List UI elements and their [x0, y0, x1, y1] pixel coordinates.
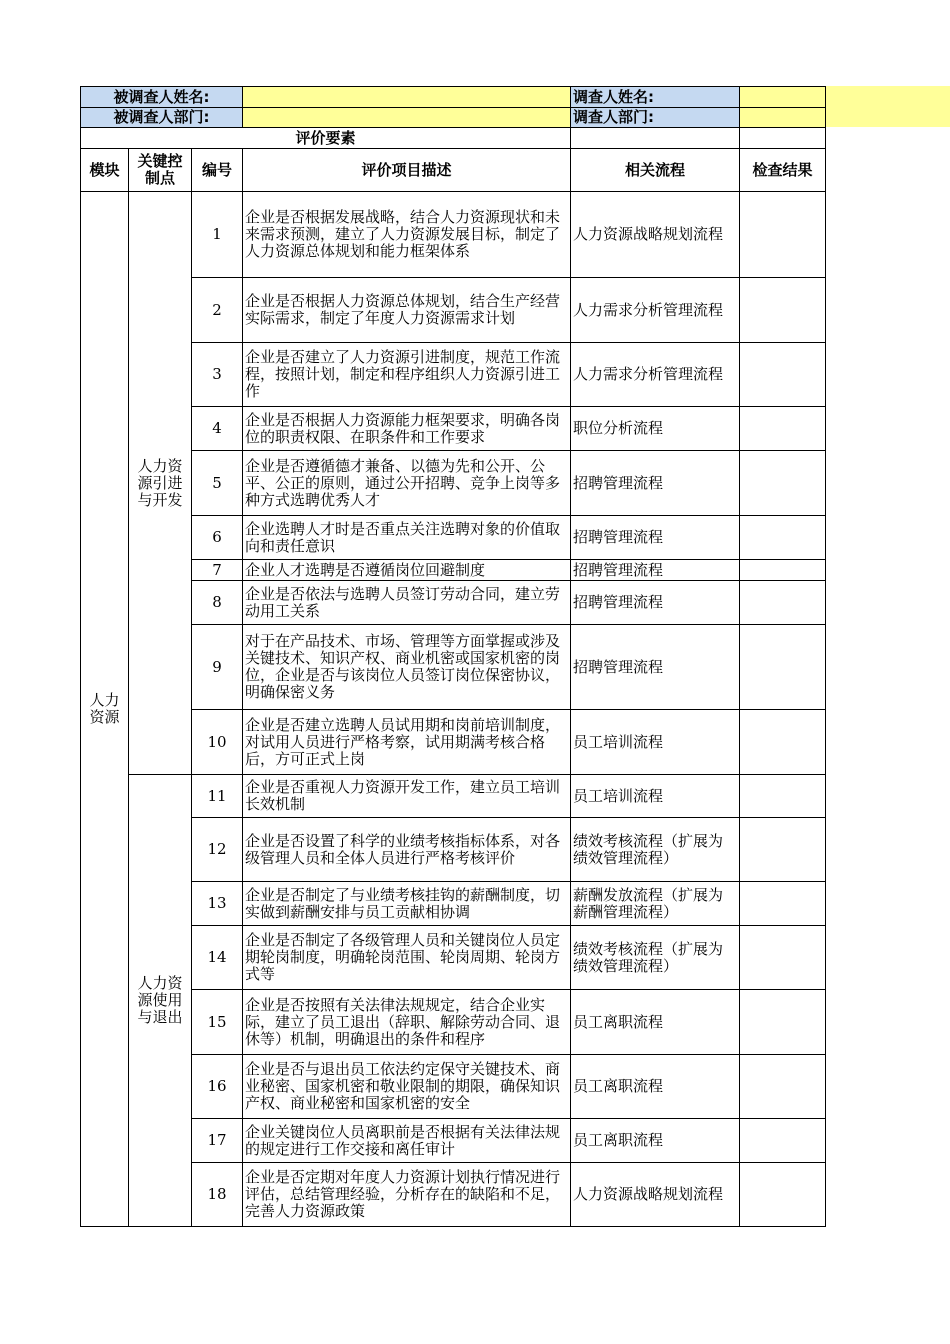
table-row — [81, 710, 826, 775]
table-row — [81, 192, 826, 278]
row-result-input[interactable] — [740, 775, 826, 818]
row-result-input[interactable] — [740, 818, 826, 882]
row-number: 6 — [192, 516, 243, 560]
col-header-result: 检查结果 — [740, 149, 826, 192]
empty-cell — [740, 128, 826, 149]
row-number: 10 — [192, 710, 243, 775]
row-description: 企业人才选聘是否遵循岗位回避制度 — [243, 560, 571, 581]
investigator-name-overflow-fill — [825, 86, 950, 127]
table-row — [81, 818, 826, 882]
key-control-cell: 人力资源引进与开发 — [129, 192, 192, 775]
row-number: 1 — [192, 192, 243, 278]
row-result-input[interactable] — [740, 278, 826, 343]
row-number: 4 — [192, 407, 243, 451]
table-row — [81, 343, 826, 407]
row-number: 15 — [192, 990, 243, 1055]
module-cell: 人力资源 — [81, 192, 129, 1227]
row-description: 企业是否制定了各级管理人员和关键岗位人员定期轮岗制度，明确轮岗范围、轮岗周期、轮岗方式等 — [243, 926, 571, 990]
row-description: 企业是否按照有关法律法规规定，结合企业实际，建立了员工退出（辞职、解除劳动合同、退休等）机制，明确退出的条件和程序 — [243, 990, 571, 1055]
row-description: 企业是否制定了与业绩考核挂钩的薪酬制度，切实做到薪酬安排与员工贡献相协调 — [243, 882, 571, 926]
row-description: 企业选聘人才时是否重点关注选聘对象的价值取向和责任意识 — [243, 516, 571, 560]
row-description: 企业是否重视人力资源开发工作，建立员工培训长效机制 — [243, 775, 571, 818]
row-description: 企业是否建立选聘人员试用期和岗前培训制度，对试用人员进行严格考察，试用期满考核合格后，方可正式上岗 — [243, 710, 571, 775]
evaluation-elements-title: 评价要素 — [81, 128, 571, 149]
row-result-input[interactable] — [740, 926, 826, 990]
table-row — [81, 278, 826, 343]
table-row — [81, 560, 826, 581]
table-row — [81, 407, 826, 451]
table-row — [81, 990, 826, 1055]
row-process: 人力需求分析管理流程 — [571, 343, 740, 407]
table-row — [81, 581, 826, 625]
row-process: 招聘管理流程 — [571, 560, 740, 581]
row-process: 绩效考核流程（扩展为绩效管理流程） — [571, 926, 740, 990]
table-row — [81, 1119, 826, 1163]
col-header-process: 相关流程 — [571, 149, 740, 192]
row-process: 薪酬发放流程（扩展为薪酬管理流程） — [571, 882, 740, 926]
col-header-key-control: 关键控制点 — [129, 149, 192, 192]
row-number: 8 — [192, 581, 243, 625]
row-process: 员工离职流程 — [571, 1119, 740, 1163]
row-process: 招聘管理流程 — [571, 581, 740, 625]
row-description: 企业是否根据发展战略，结合人力资源现状和未来需求预测，建立了人力资源发展目标，制定了人力资源总体规划和能力框架体系 — [243, 192, 571, 278]
row-process: 员工培训流程 — [571, 775, 740, 818]
row-result-input[interactable] — [740, 192, 826, 278]
row-description: 企业是否遵循德才兼备、以德为先和公开、公平、公正的原则，通过公开招聘、竞争上岗等多种方式选聘优秀人才 — [243, 451, 571, 516]
investigator-name-label: 调查人姓名: — [571, 87, 740, 108]
table-row — [81, 926, 826, 990]
table-row — [81, 1055, 826, 1119]
row-result-input[interactable] — [740, 407, 826, 451]
row-number: 14 — [192, 926, 243, 990]
investigator-dept-input[interactable] — [740, 108, 826, 128]
row-process: 人力资源战略规划流程 — [571, 1163, 740, 1227]
evaluation-sheet — [80, 86, 826, 1227]
row-number: 13 — [192, 882, 243, 926]
row-process: 员工离职流程 — [571, 1055, 740, 1119]
row-result-input[interactable] — [740, 990, 826, 1055]
respondent-name-label: 被调查人姓名: — [81, 87, 243, 108]
col-header-number: 编号 — [192, 149, 243, 192]
investigator-dept-label: 调查人部门: — [571, 108, 740, 128]
row-number: 18 — [192, 1163, 243, 1227]
table-row — [81, 1163, 826, 1227]
row-process: 职位分析流程 — [571, 407, 740, 451]
row-process: 人力需求分析管理流程 — [571, 278, 740, 343]
row-result-input[interactable] — [740, 1163, 826, 1227]
row-process: 招聘管理流程 — [571, 451, 740, 516]
row-description: 企业是否建立了人力资源引进制度，规范工作流程，按照计划，制定和程序组织人力资源引进工作 — [243, 343, 571, 407]
row-result-input[interactable] — [740, 516, 826, 560]
row-result-input[interactable] — [740, 710, 826, 775]
row-number: 12 — [192, 818, 243, 882]
row-number: 5 — [192, 451, 243, 516]
respondent-dept-input[interactable] — [243, 108, 571, 128]
respondent-name-input[interactable] — [243, 87, 571, 108]
row-description: 企业是否设置了科学的业绩考核指标体系，对各级管理人员和全体人员进行严格考核评价 — [243, 818, 571, 882]
row-result-input[interactable] — [740, 581, 826, 625]
col-header-description: 评价项目描述 — [243, 149, 571, 192]
investigator-name-input[interactable] — [740, 87, 826, 108]
table-row — [81, 451, 826, 516]
row-process: 绩效考核流程（扩展为绩效管理流程） — [571, 818, 740, 882]
row-description: 企业是否与退出员工依法约定保守关键技术、商业秘密、国家机密和敬业限制的期限，确保知识产权、商业秘密和国家机密的安全 — [243, 1055, 571, 1119]
col-header-module: 模块 — [81, 149, 129, 192]
row-number: 16 — [192, 1055, 243, 1119]
table-row — [81, 882, 826, 926]
row-description: 企业是否根据人力资源能力框架要求，明确各岗位的职责权限、在职条件和工作要求 — [243, 407, 571, 451]
table-row — [81, 775, 826, 818]
row-number: 2 — [192, 278, 243, 343]
row-number: 3 — [192, 343, 243, 407]
row-process: 人力资源战略规划流程 — [571, 192, 740, 278]
row-number: 17 — [192, 1119, 243, 1163]
row-description: 企业是否定期对年度人力资源计划执行情况进行评估，总结管理经验，分析存在的缺陷和不足，完善人力资源政策 — [243, 1163, 571, 1227]
row-process: 员工培训流程 — [571, 710, 740, 775]
row-result-input[interactable] — [740, 1119, 826, 1163]
row-description: 对于在产品技术、市场、管理等方面掌握或涉及关键技术、知识产权、商业机密或国家机密的岗位，企业是否与该岗位人员签订岗位保密协议，明确保密义务 — [243, 625, 571, 710]
table-row — [81, 516, 826, 560]
respondent-dept-label: 被调查人部门: — [81, 108, 243, 128]
row-result-input[interactable] — [740, 451, 826, 516]
row-result-input[interactable] — [740, 625, 826, 710]
row-description: 企业是否依法与选聘人员签订劳动合同，建立劳动用工关系 — [243, 581, 571, 625]
row-result-input[interactable] — [740, 560, 826, 581]
row-description: 企业是否根据人力资源总体规划，结合生产经营实际需求，制定了年度人力资源需求计划 — [243, 278, 571, 343]
row-number: 9 — [192, 625, 243, 710]
row-process: 员工离职流程 — [571, 990, 740, 1055]
empty-cell — [571, 128, 740, 149]
row-result-input[interactable] — [740, 1055, 826, 1119]
row-process: 招聘管理流程 — [571, 516, 740, 560]
row-process: 招聘管理流程 — [571, 625, 740, 710]
row-description: 企业关键岗位人员离职前是否根据有关法律法规的规定进行工作交接和离任审计 — [243, 1119, 571, 1163]
row-result-input[interactable] — [740, 343, 826, 407]
row-number: 11 — [192, 775, 243, 818]
table-row — [81, 625, 826, 710]
row-result-input[interactable] — [740, 882, 826, 926]
key-control-cell: 人力资源使用与退出 — [129, 775, 192, 1227]
row-number: 7 — [192, 560, 243, 581]
